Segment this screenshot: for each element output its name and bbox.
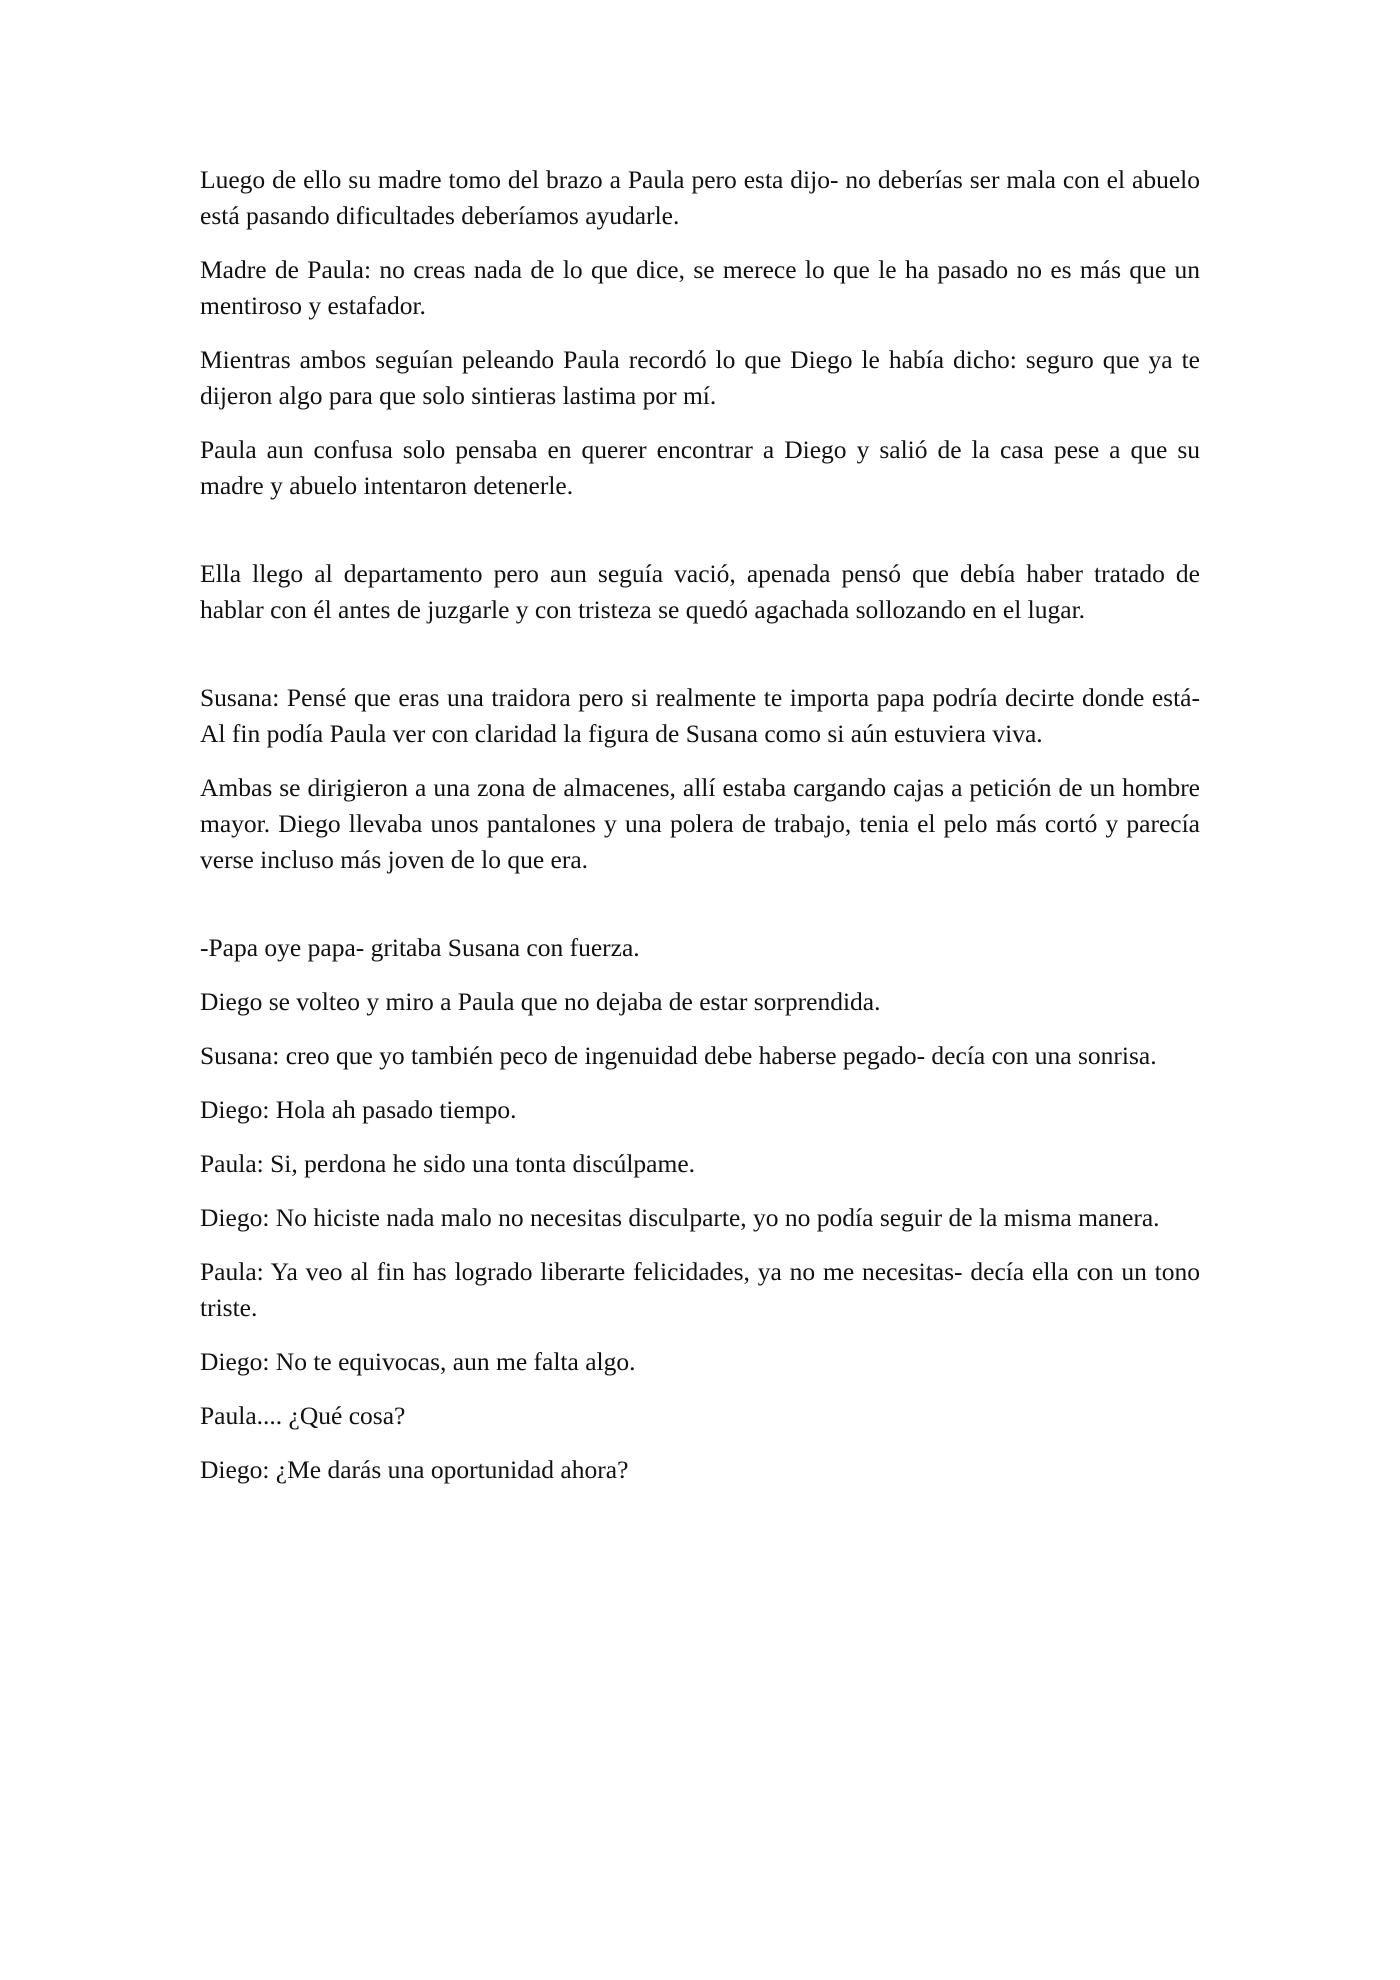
document-body xyxy=(200,162,1200,1506)
paragraph: Ella llego al departamento pero aun seguía vació, apenada pensó que debía haber tratado de hablar con él antes de juzgarle y con tristeza se quedó agachada sollozando en el lugar. xyxy=(200,559,1200,624)
paragraph: Susana: Pensé que eras una traidora pero si realmente te importa papa podría decirte donde está- Al fin podía Paula ver con claridad la figura de Susana como si aún estuviera viva. xyxy=(200,683,1200,748)
paragraph: Mientras ambos seguían peleando Paula recordó lo que Diego le había dicho: seguro que ya te dijeron algo para que solo sintieras lastima por mí. xyxy=(200,345,1200,410)
paragraph: Diego se volteo y miro a Paula que no dejaba de estar sorprendida. xyxy=(200,987,881,1016)
paragraph: Diego: Hola ah pasado tiempo. xyxy=(200,1095,517,1124)
paragraph: Susana: creo que yo también peco de ingenuidad debe haberse pegado- decía con una sonrisa. xyxy=(200,1041,1157,1070)
paragraph: Paula aun confusa solo pensaba en querer encontrar a Diego y salió de la casa pese a que su madre y abuelo intentaron detenerle. xyxy=(200,435,1200,500)
paragraph: Luego de ello su madre tomo del brazo a Paula pero esta dijo- no deberías ser mala con el abuelo está pasando dificultades deberíamos ayudarle. xyxy=(200,165,1200,230)
paragraph: Paula.... ¿Qué cosa? xyxy=(200,1401,406,1430)
paragraph: Diego: No te equivocas, aun me falta algo. xyxy=(200,1347,636,1376)
paragraph: Paula: Ya veo al fin has logrado liberarte felicidades, ya no me necesitas- decía ella con un tono triste. xyxy=(200,1257,1200,1322)
paragraph: Diego: ¿Me darás una oportunidad ahora? xyxy=(200,1455,629,1484)
paragraph: Madre de Paula: no creas nada de lo que dice, se merece lo que le ha pasado no es más que un mentiroso y estafador. xyxy=(200,255,1200,320)
paragraph: Diego: No hiciste nada malo no necesitas disculparte, yo no podía seguir de la misma manera. xyxy=(200,1203,1160,1232)
paragraph: -Papa oye papa- gritaba Susana con fuerza. xyxy=(200,933,640,962)
paragraph: Paula: Si, perdona he sido una tonta discúlpame. xyxy=(200,1149,696,1178)
paragraph: Ambas se dirigieron a una zona de almacenes, allí estaba cargando cajas a petición de un hombre mayor. Diego llevaba unos pantalones y una polera de trabajo, tenia el pelo más cortó y parecía verse incluso más joven de lo que era. xyxy=(200,773,1200,874)
